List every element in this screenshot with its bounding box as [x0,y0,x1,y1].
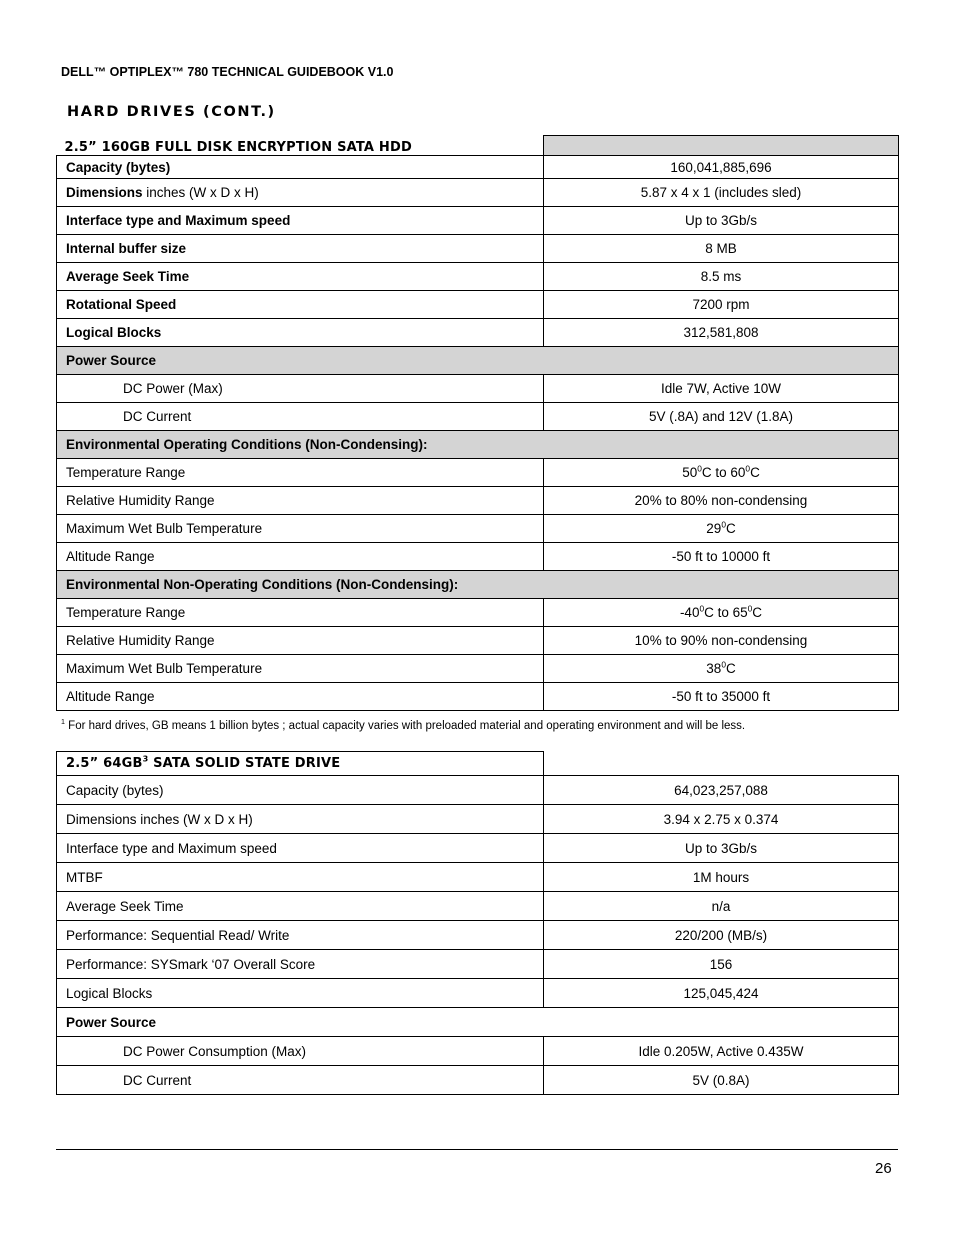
nonop-altitude-value: -50 ft to 35000 ft [544,683,899,711]
perf-sysmark-value: 156 [544,950,899,979]
interface-label: Interface type and Maximum speed [57,834,544,863]
op-temp-value: $50^0C$ to $60^0C$ [544,459,899,487]
op-temp-label: Temperature Range [57,459,544,487]
mtbf-label: MTBF [57,863,544,892]
table-row [57,776,899,805]
footnote-text: For hard drives, GB means 1 billion bytes ; actual capacity varies with preloaded material and operating environment and will be less. [64,720,746,732]
footnote [61,720,745,732]
interface-value: Up to 3Gb/s [544,834,899,863]
section-title: HARD DRIVES (CONT.) [67,104,276,120]
table-group-row [57,571,899,599]
table-row [57,235,899,263]
interface-value: Up to 3Gb/s [544,207,899,235]
nonop-temp-label: Temperature Range [57,599,544,627]
table-row [57,979,899,1008]
seek-value: 8.5 ms [544,263,899,291]
dc-power-label: DC Power Consumption (Max) [57,1037,544,1066]
buffer-label: Internal buffer size [57,235,544,263]
nonop-temp-value: $-40^0C$ to $65^0C$ [544,599,899,627]
power-source-heading: Power Source [57,1008,899,1037]
footer-divider [56,1149,898,1150]
dimensions-value: 5.87 x 4 x 1 (includes sled) [544,179,899,207]
dc-current-label: DC Current [57,1066,544,1095]
table-row [57,487,899,515]
ssd-spec-table [56,751,899,1095]
table-row [57,1037,899,1066]
table-row [57,459,899,487]
table-row [57,683,899,711]
nonop-humidity-label: Relative Humidity Range [57,627,544,655]
document-header: DELL™ OPTIPLEX™ 780 TECHNICAL GUIDEBOOK V1.0 [61,65,394,79]
nonop-wetbulb-label: Maximum Wet Bulb Temperature [57,655,544,683]
table-row [57,627,899,655]
op-wetbulb-value: $29^0C$ [544,515,899,543]
power-source-heading: Power Source [57,347,899,375]
dimensions-label-rest: inches (W x D x H) [142,185,259,200]
seek-value: n/a [544,892,899,921]
table-row [57,655,899,683]
nonop-humidity-value: 10% to 90% non-condensing [544,627,899,655]
table-row [57,805,899,834]
op-humidity-value: 20% to 80% non-condensing [544,487,899,515]
perf-sequential-label: Performance: Sequential Read/ Write [57,921,544,950]
table-group-row [57,431,899,459]
op-altitude-value: -50 ft to 10000 ft [544,543,899,571]
table-row [57,1066,899,1095]
table-row [57,834,899,863]
table-row [57,291,899,319]
seek-label: Average Seek Time [57,892,544,921]
buffer-value: 8 MB [544,235,899,263]
dimensions-label [57,179,544,207]
rotational-value: 7200 rpm [544,291,899,319]
dc-power-label: DC Power (Max) [57,375,544,403]
logical-blocks-label: Logical Blocks [57,319,544,347]
capacity-value: 64,023,257,088 [544,776,899,805]
hdd-spec-table [56,135,899,711]
dimensions-value: 3.94 x 2.75 x 0.374 [544,805,899,834]
dc-current-value: 5V (.8A) and 12V (1.8A) [544,403,899,431]
logical-blocks-value: 125,045,424 [544,979,899,1008]
op-altitude-label: Altitude Range [57,543,544,571]
dc-current-label: DC Current [57,403,544,431]
table-group-row [57,347,899,375]
table-group-row [57,1008,899,1037]
env-nonoperating-heading: Environmental Non-Operating Conditions (Non-Condensing): [57,571,899,599]
table-row [57,950,899,979]
ssd-table-title: 2.5” $64GB^3$ SATA SOLID STATE DRIVE [57,752,544,776]
rotational-label: Rotational Speed [57,291,544,319]
footnote-marker: 1 [61,718,65,727]
table-row [57,207,899,235]
capacity-label: Capacity (bytes) [57,776,544,805]
table-row [57,892,899,921]
table-row [57,319,899,347]
hdd-table-title: 2.5” 160GB FULL DISK ENCRYPTION SATA HDD [57,136,544,156]
page-number: 26 [875,1160,892,1177]
table-row [57,403,899,431]
table-row [57,863,899,892]
table-row [57,921,899,950]
table-row [57,515,899,543]
dc-current-value: 5V (0.8A) [544,1066,899,1095]
perf-sequential-value: 220/200 (MB/s) [544,921,899,950]
op-humidity-label: Relative Humidity Range [57,487,544,515]
table-row [57,375,899,403]
table-row [57,543,899,571]
table-row [57,263,899,291]
dc-power-value: Idle 0.205W, Active 0.435W [544,1037,899,1066]
ssd-table-title-cell [544,752,899,776]
capacity-value: 160,041,885,696 [544,156,899,179]
dc-power-value: Idle 7W, Active 10W [544,375,899,403]
nonop-altitude-label: Altitude Range [57,683,544,711]
dimensions-label: Dimensions inches (W x D x H) [57,805,544,834]
seek-label: Average Seek Time [57,263,544,291]
table-row [57,599,899,627]
interface-label: Interface type and Maximum speed [57,207,544,235]
table-row [57,156,899,179]
logical-blocks-label: Logical Blocks [57,979,544,1008]
mtbf-value: 1M hours [544,863,899,892]
dimensions-label-bold: Dimensions [66,185,143,200]
logical-blocks-value: 312,581,808 [544,319,899,347]
capacity-label: Capacity (bytes) [57,156,544,179]
hdd-table-title-cell [544,136,899,156]
op-wetbulb-label: Maximum Wet Bulb Temperature [57,515,544,543]
table-row [57,179,899,207]
env-operating-heading: Environmental Operating Conditions (Non-Condensing): [57,431,899,459]
nonop-wetbulb-value: $38^0C$ [544,655,899,683]
perf-sysmark-label: Performance: SYSmark ‘07 Overall Score [57,950,544,979]
